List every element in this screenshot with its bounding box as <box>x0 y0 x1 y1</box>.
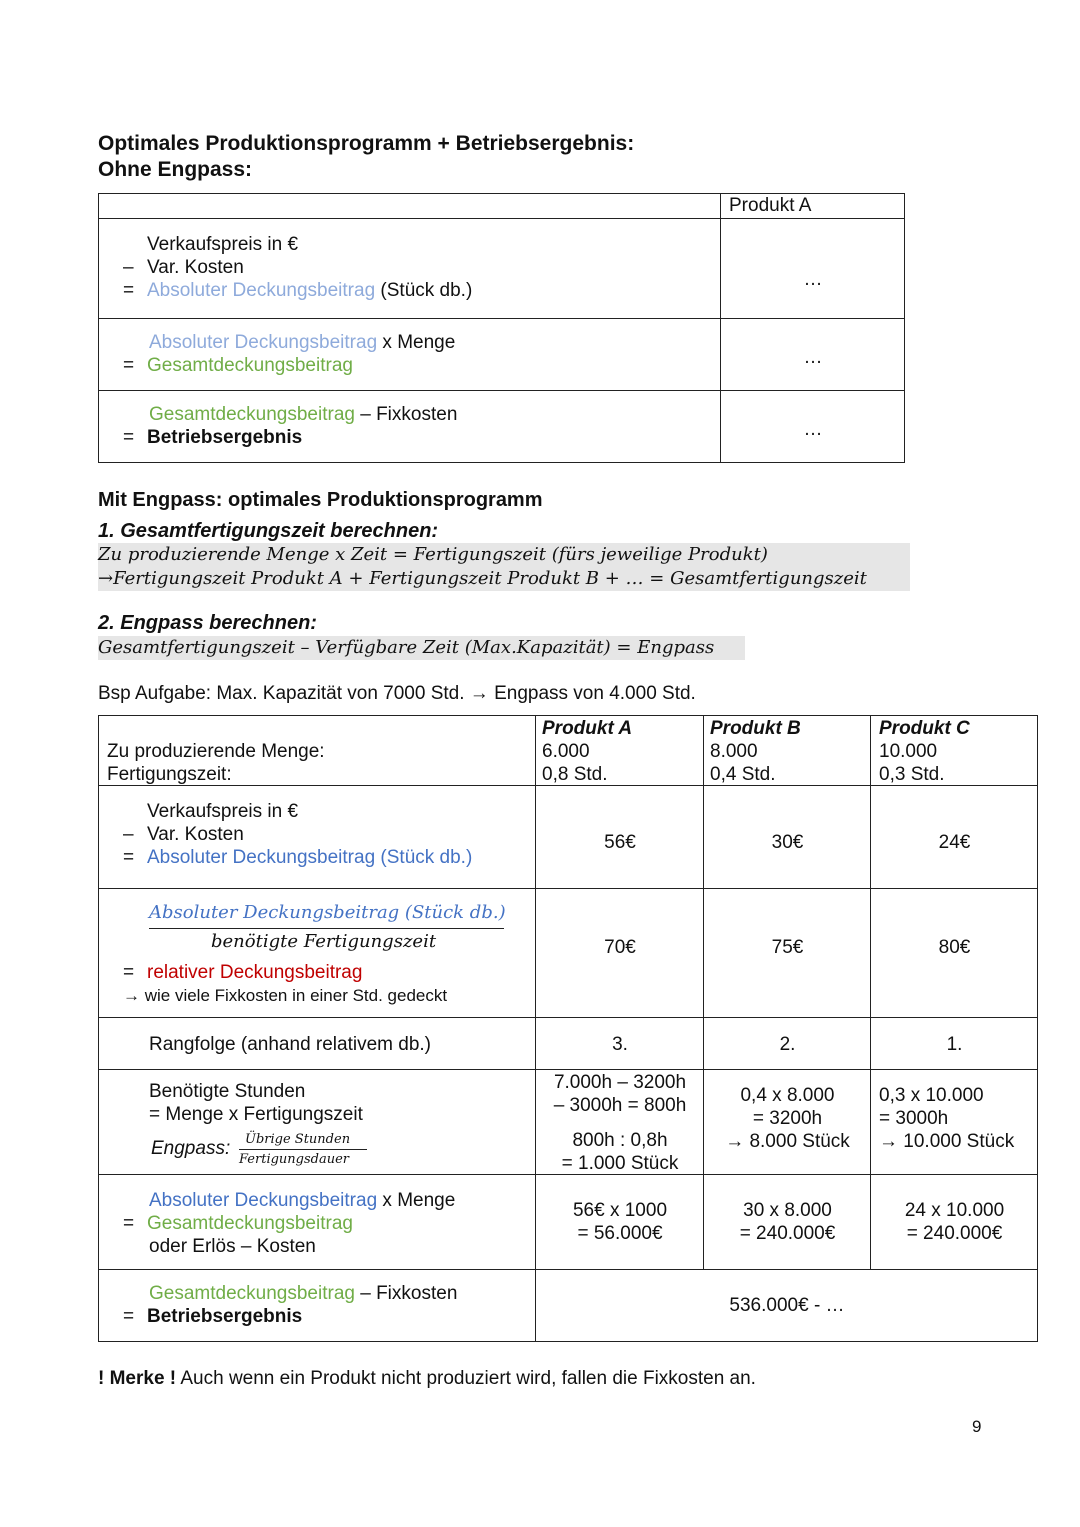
product-b-menge: 8.000 <box>710 741 758 762</box>
fraction-denominator: benötigte Fertigungszeit <box>211 931 437 952</box>
equals-sign: = <box>123 1306 135 1327</box>
r5-cell-a: 56€ x 1000 = 56.000€ <box>536 1175 704 1270</box>
r1-value-b: 30€ <box>704 786 871 889</box>
step2-formula-box <box>98 636 745 660</box>
table2-header-label <box>99 716 536 786</box>
var-kosten-label: Var. Kosten <box>147 257 244 278</box>
table2-row-stunden <box>99 1070 536 1175</box>
abs-db-label: Absoluter Deckungsbeitrag (Stück db.) <box>147 847 473 868</box>
table1-row-preis <box>99 219 721 319</box>
erloes-kosten-label: oder Erlös – Kosten <box>149 1236 316 1257</box>
equals-sign: = <box>123 427 135 448</box>
r4-cell-c: 0,3 x 10.000 = 3000h → 10.000 Stück <box>871 1070 1038 1175</box>
fertigungszeit-label: Fertigungszeit: <box>107 764 232 785</box>
table2-row-relativ <box>99 889 536 1018</box>
step1-title: 1. Gesamtfertigungszeit berechnen: <box>98 520 439 542</box>
r4-cell-b: 0,4 x 8.000 = 3200h → 8.000 Stück <box>704 1070 871 1175</box>
merke-text: Auch wenn ein Produkt nicht produziert wird, fallen die Fixkosten an. <box>176 1368 756 1389</box>
benoetigte-stunden-label: Benötigte Stunden <box>149 1081 306 1102</box>
abs-db-menge-label: Absoluter Deckungsbeitrag x Menge <box>149 1190 456 1211</box>
r1-value-a: 56€ <box>536 786 704 889</box>
r3-value-b: 2. <box>704 1018 871 1070</box>
table2-header-product-a <box>536 716 704 786</box>
step1-formula-1: Zu produzierende Menge x Zeit = Fertigungszeit (fürs jeweilige Produkt) <box>98 544 768 565</box>
merke-note <box>98 1368 756 1390</box>
page-title <box>98 131 634 183</box>
var-kosten-label: Var. Kosten <box>147 824 244 845</box>
fraction-denominator: Fertigungsdauer <box>239 1152 350 1167</box>
fixkosten-hint: → wie viele Fixkosten in einer Std. gedeckt <box>123 986 448 1005</box>
minus-sign: – <box>123 257 134 278</box>
r2-value-b: 75€ <box>704 889 871 1018</box>
gesamt-db-label: Gesamtdeckungsbeitrag <box>147 1213 353 1234</box>
abs-db-menge-label: Absoluter Deckungsbeitrag x Menge <box>149 332 456 353</box>
verkaufspreis-label: Verkaufspreis in € <box>147 234 299 255</box>
table2-row-gesamt-db <box>99 1175 536 1270</box>
minus-sign: – <box>123 824 134 845</box>
table2-row-preis <box>99 786 536 889</box>
gesamt-db-fix-label: Gesamtdeckungsbeitrag – Fixkosten <box>149 1283 458 1304</box>
r1-value-c: 24€ <box>871 786 1038 889</box>
table2-row-betriebsergebnis <box>99 1270 536 1342</box>
r2-value-c: 80€ <box>871 889 1038 1018</box>
betriebsergebnis-value: 536.000€ - … <box>536 1270 1038 1342</box>
example-text: Bsp Aufgabe: Max. Kapazität von 7000 Std. → Engpass von 4.000 Std. <box>98 683 696 704</box>
engpass-title: Mit Engpass: optimales Produktionsprogramm <box>98 489 543 511</box>
table1-header-product <box>721 194 905 219</box>
step2-title: 2. Engpass berechnen: <box>98 612 317 634</box>
product-b-zeit: 0,4 Std. <box>710 764 776 785</box>
product-c-zeit: 0,3 Std. <box>879 764 945 785</box>
table1-value-1: … <box>721 219 905 319</box>
fraction-line <box>149 928 504 929</box>
fraction-line <box>239 1149 367 1150</box>
r5-cell-b: 30 x 8.000 = 240.000€ <box>704 1175 871 1270</box>
table1-value-2: … <box>721 319 905 391</box>
equals-sign: = <box>123 1213 135 1234</box>
step2-formula: Gesamtfertigungszeit – Verfügbare Zeit (Max.Kapazität) = Engpass <box>98 637 715 658</box>
equals-sign: = <box>123 355 135 376</box>
verkaufspreis-label: Verkaufspreis in € <box>147 801 299 822</box>
r3-value-a: 3. <box>536 1018 704 1070</box>
abs-db-label: Absoluter Deckungsbeitrag (Stück db.) <box>147 280 473 301</box>
relativer-db-label: relativer Deckungsbeitrag <box>147 962 363 983</box>
rangfolge-label: Rangfolge (anhand relativem db.) <box>149 1034 432 1055</box>
r2-value-a: 70€ <box>536 889 704 1018</box>
gesamt-db-fix-label: Gesamtdeckungsbeitrag – Fixkosten <box>149 404 458 425</box>
betriebsergebnis-label: Betriebsergebnis <box>147 1306 303 1327</box>
product-c-name: Produkt C <box>879 718 970 739</box>
menge-x-zeit-label: = Menge x Fertigungszeit <box>149 1104 363 1125</box>
equals-sign: = <box>123 280 135 301</box>
product-b-name: Produkt B <box>710 718 801 739</box>
table2-header-product-b <box>704 716 871 786</box>
product-a-menge: 6.000 <box>542 741 590 762</box>
table-ohne-engpass <box>98 193 905 463</box>
title-line-1: Optimales Produktionsprogramm + Betriebsergebnis: <box>98 132 635 155</box>
step1-formula-box <box>98 543 910 591</box>
betriebsergebnis-label: Betriebsergebnis <box>147 427 303 448</box>
table-mit-engpass <box>98 715 1038 1342</box>
product-a-name: Produkt A <box>542 718 633 739</box>
product-a-zeit: 0,8 Std. <box>542 764 608 785</box>
table2-header-product-c <box>871 716 1038 786</box>
product-c-menge: 10.000 <box>879 741 938 762</box>
product-a-label: Produkt A <box>729 195 812 216</box>
table1-value-3: … <box>721 391 905 463</box>
table1-header-empty <box>99 194 721 219</box>
r5-cell-c: 24 x 10.000 = 240.000€ <box>871 1175 1038 1270</box>
r3-value-c: 1. <box>871 1018 1038 1070</box>
title-line-2: Ohne Engpass: <box>98 158 253 181</box>
equals-sign: = <box>123 962 135 983</box>
table1-row-betriebsergebnis <box>99 391 721 463</box>
table1-row-gesamt-db <box>99 319 721 391</box>
menge-label: Zu produzierende Menge: <box>107 741 325 762</box>
r4-cell-a: 7.000h – 3200h – 3000h = 800h 800h : 0,8h = 1.000 Stück <box>536 1070 704 1175</box>
merke-label: ! Merke ! <box>98 1368 177 1389</box>
engpass-label: Engpass: <box>151 1138 231 1159</box>
page-number: 9 <box>972 1417 982 1436</box>
step1-formula-2: →Fertigungszeit Produkt A + Fertigungszeit Produkt B + … = Gesamtfertigungszeit <box>98 568 867 589</box>
fraction-numerator: Absoluter Deckungsbeitrag (Stück db.) <box>149 902 506 923</box>
fraction-numerator: Übrige Stunden <box>245 1132 351 1147</box>
gesamt-db-label: Gesamtdeckungsbeitrag <box>147 355 353 376</box>
equals-sign: = <box>123 847 135 868</box>
table2-row-rangfolge <box>99 1018 536 1070</box>
